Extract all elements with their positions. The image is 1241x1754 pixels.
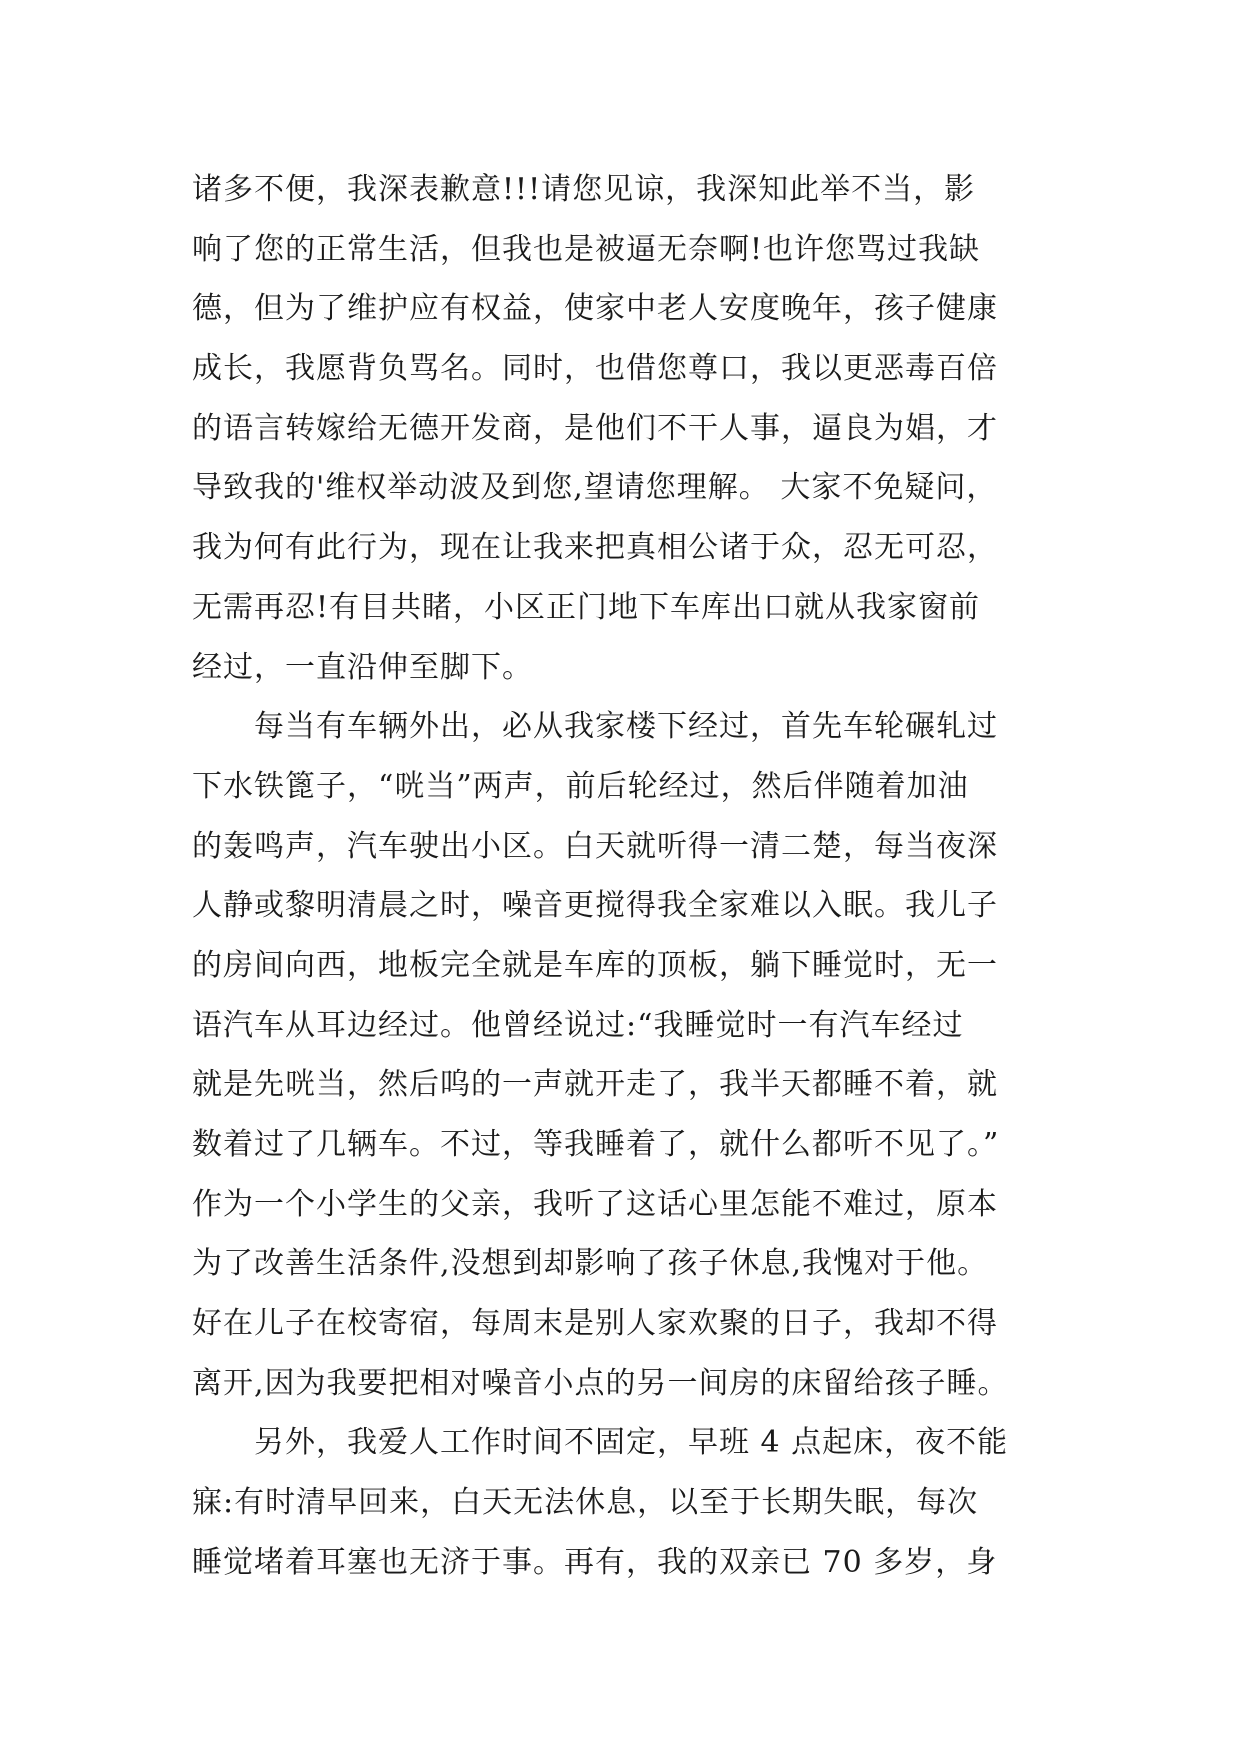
text-line: 数着过了几辆车。不过，等我睡着了，就什么都听不见了。” — [192, 1127, 1000, 1162]
text-line: 好在儿子在校寄宿，每周末是别人家欢聚的日子，我却不得 — [192, 1306, 998, 1342]
text-line: 的房间向西，地板完全就是车库的顶板，躺下睡觉时，无一 — [192, 947, 998, 983]
text-line: 无需再忍!有目共睹，小区正门地下车库出口就从我家窗前 — [192, 589, 981, 625]
text-line: 离开,因为我要把相对噪音小点的另一间房的床留给孩子睡。 — [192, 1365, 1009, 1401]
text-line: 作为一个小学生的父亲，我听了这话心里怎能不难过，原本 — [192, 1186, 998, 1222]
text-line: 下水铁篦子，“咣当”两声，前后轮经过，然后伴随着加油 — [192, 768, 969, 804]
text-line: 德，但为了维护应有权益，使家中老人安度晚年，孩子健康 — [192, 291, 998, 327]
text-line: 寐:有时清早回来，白天无法休息，以至于长期失眠，每次 — [192, 1485, 979, 1521]
paragraph-first-line: 另外，我爱人工作时间不固定，早班 4 点起床，夜不能 — [254, 1425, 1009, 1461]
body-text — [192, 160, 1052, 1593]
text-line: 语汽车从耳边经过。他曾经说过:“我睡觉时一有汽车经过 — [192, 1007, 964, 1043]
text-line: 的轰鸣声，汽车驶出小区。白天就听得一清二楚，每当夜深 — [192, 828, 998, 864]
paragraph-first-line: 每当有车辆外出，必从我家楼下经过，首先车轮碾轧过 — [254, 709, 998, 745]
text-line: 我为何有此行为，现在让我来把真相公诸于众，忍无可忍， — [192, 530, 998, 566]
text-line: 人静或黎明清晨之时，噪音更搅得我全家难以入眠。我儿子 — [192, 888, 998, 924]
text-line: 睡觉堵着耳塞也无济于事。再有，我的双亲已 70 多岁，身 — [192, 1544, 998, 1580]
text-line: 响了您的正常生活，但我也是被逼无奈啊!也许您骂过我缺 — [192, 231, 981, 267]
text-line: 就是先咣当，然后呜的一声就开走了，我半天都睡不着，就 — [192, 1067, 998, 1103]
text-line: 诸多不便，我深表歉意!!!请您见谅，我深知此举不当，影 — [192, 172, 976, 207]
text-line: 经过，一直沿伸至脚下。 — [192, 649, 533, 685]
text-line: 导致我的'维权举动波及到您,望请您理解。 大家不免疑问， — [192, 470, 998, 506]
text-line: 为了改善生活条件,没想到却影响了孩子休息,我愧对于他。 — [192, 1246, 989, 1282]
text-line: 成长，我愿背负骂名。同时，也借您尊口，我以更恶毒百倍 — [192, 351, 998, 387]
text-line: 的语言转嫁给无德开发商，是他们不干人事，逼良为娼，才 — [192, 410, 998, 446]
